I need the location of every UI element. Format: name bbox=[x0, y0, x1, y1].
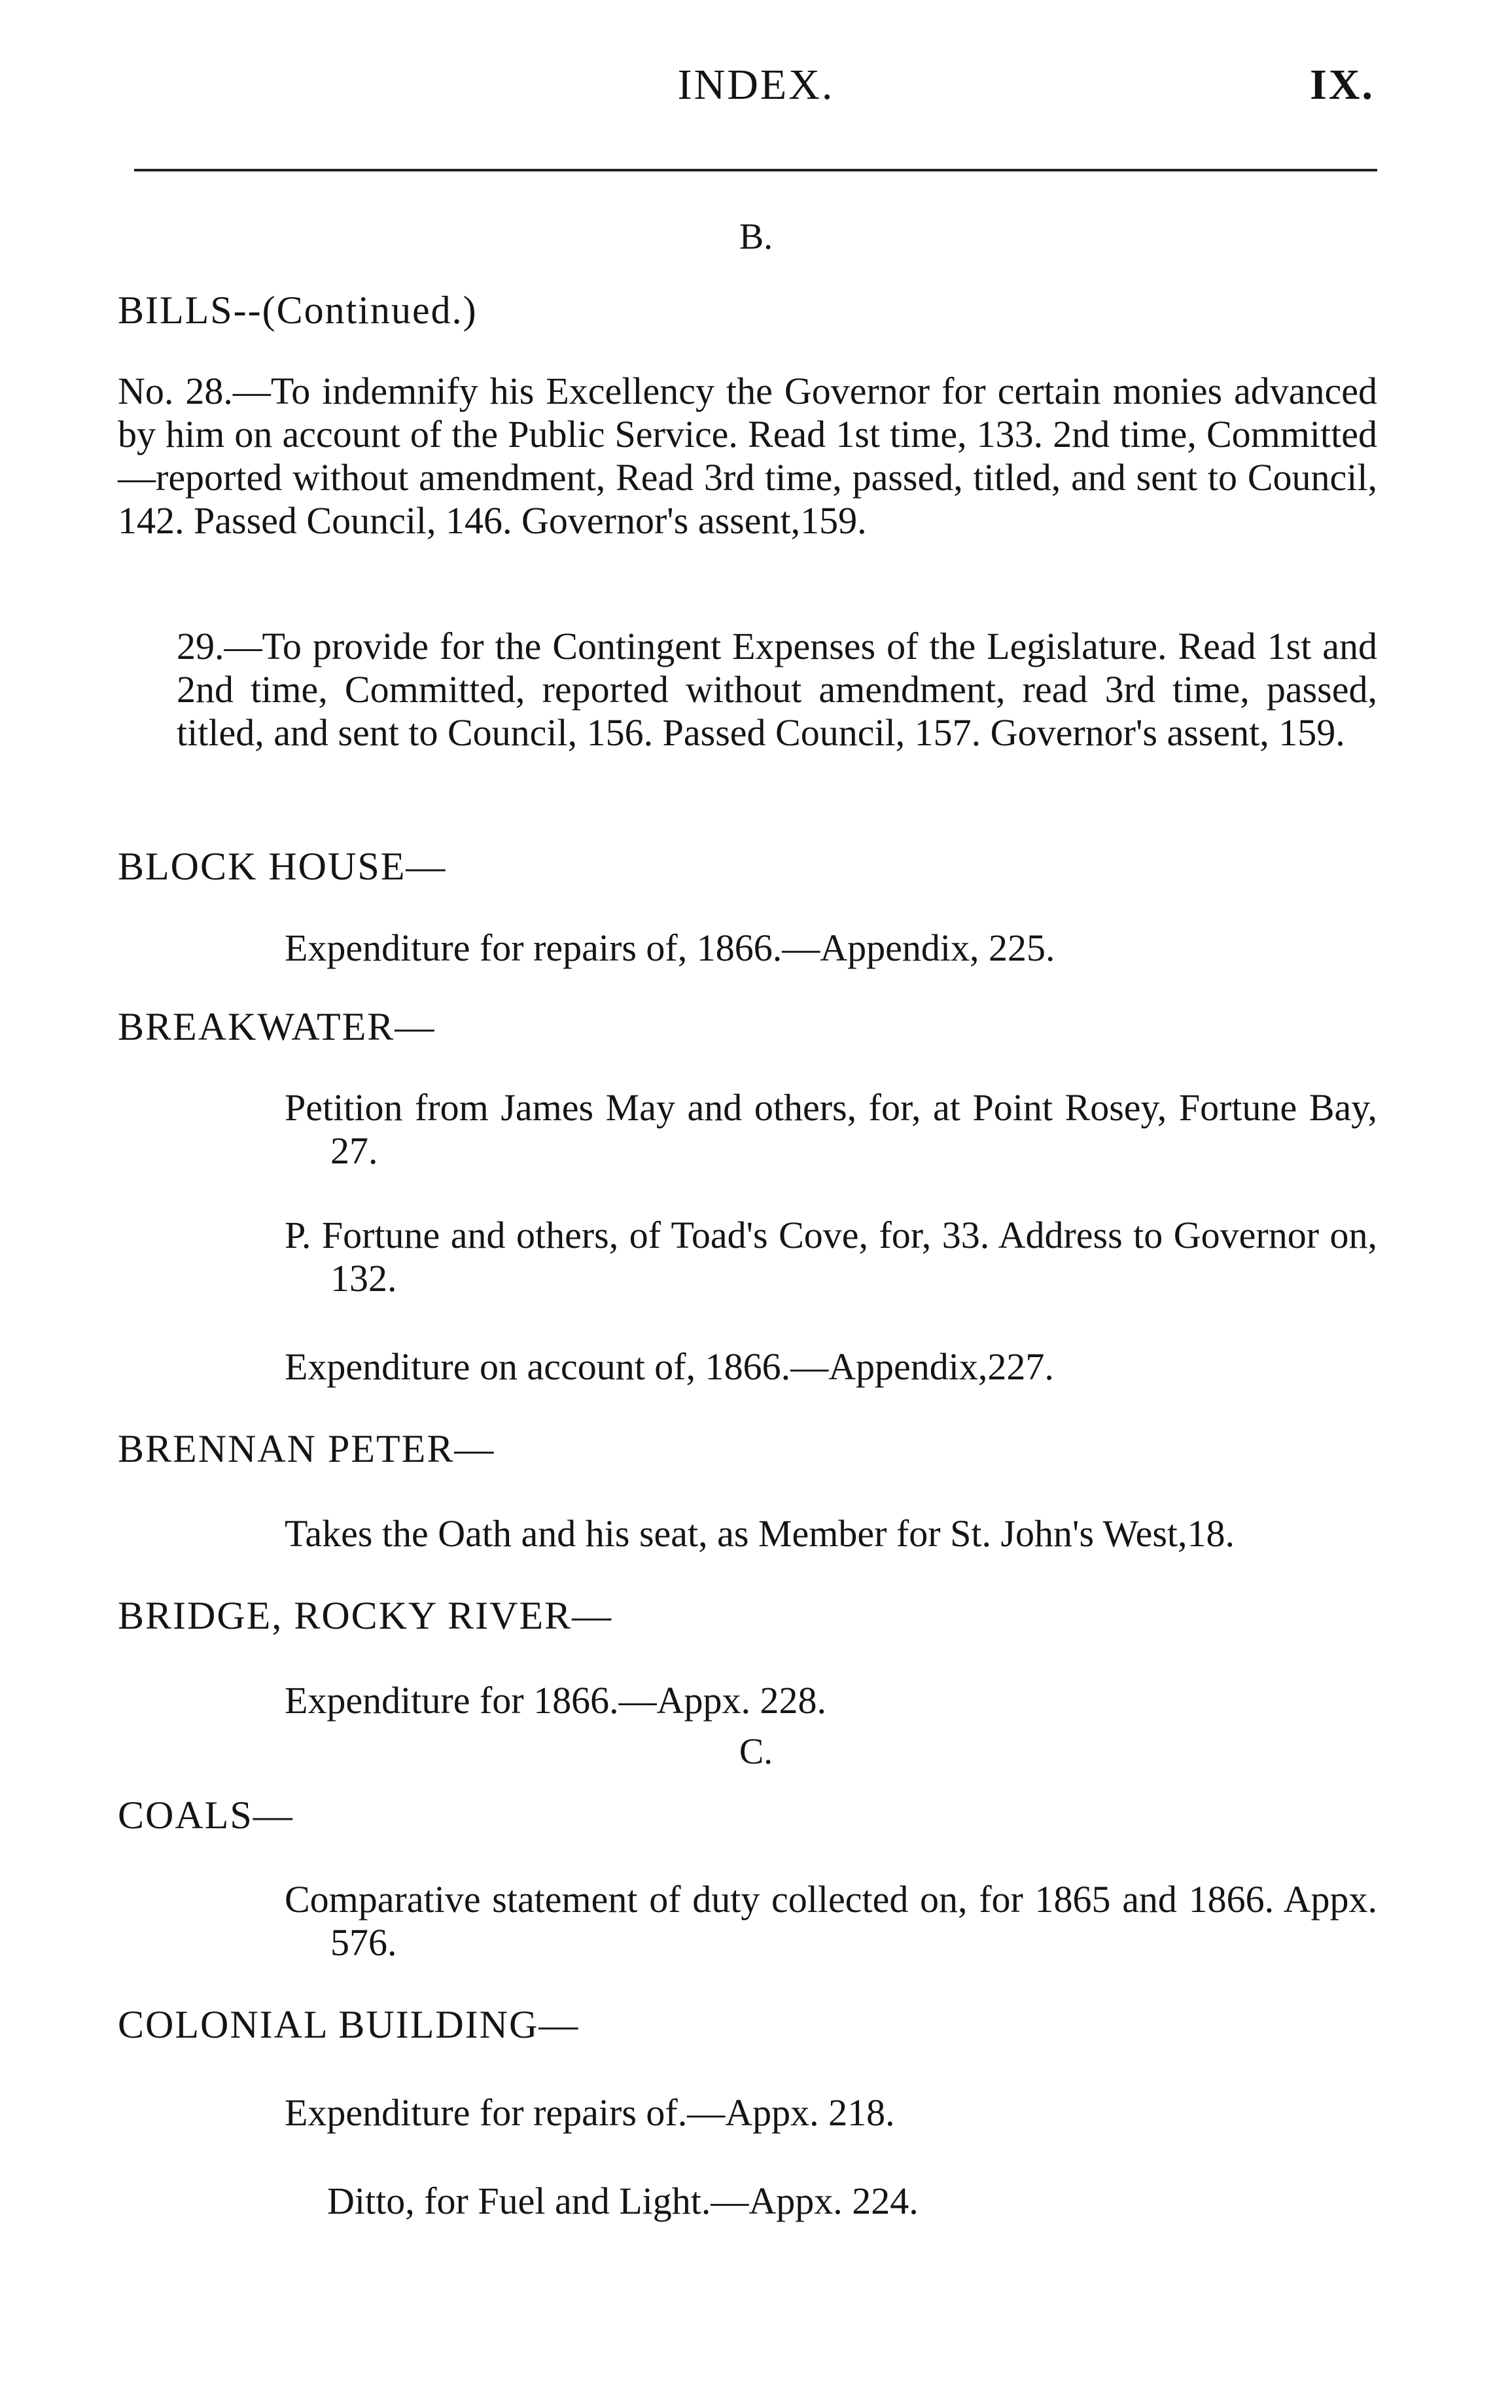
heading-coals: COALS— bbox=[118, 1794, 294, 1837]
colonial-building-entry-repairs: Expenditure for repairs of.—Appx. 218. bbox=[285, 2091, 895, 2134]
brennan-peter-entry: Takes the Oath and his seat, as Member for St. John's West,18. bbox=[285, 1512, 1235, 1555]
coals-entry: Comparative statement of duty collected on, for 1865 and 1866. Appx. 576. bbox=[285, 1878, 1377, 1964]
running-head bbox=[0, 60, 1512, 113]
breakwater-entry-expenditure: Expenditure on account of, 1866.—Appendix,227. bbox=[285, 1345, 1054, 1388]
bill-no-28-label: No. 28. bbox=[118, 370, 233, 412]
heading-colonial-building: COLONIAL BUILDING— bbox=[118, 2003, 580, 2046]
page-number: IX. bbox=[1310, 61, 1375, 109]
bill-no-28-text: —To indemnify his Excellency the Governor for certain monies advanced by him on account of the Public Service. Read 1st time, 133. 2nd time, Committed—reported without amendment, Read 3rd time, passed, titled, and sent to Council, 142. Passed Council, 146. Governor's assent,159. bbox=[118, 370, 1377, 542]
running-title: INDEX. bbox=[677, 61, 835, 109]
heading-bridge-rocky-river: BRIDGE, ROCKY RIVER— bbox=[118, 1594, 613, 1637]
heading-brennan-peter: BRENNAN PETER— bbox=[118, 1427, 495, 1470]
block-house-entry: Expenditure for repairs of, 1866.—Appendix, 225. bbox=[285, 927, 1055, 969]
bill-no-29 bbox=[177, 625, 1377, 754]
bridge-rocky-river-entry: Expenditure for 1866.—Appx. 228. bbox=[285, 1679, 826, 1722]
colonial-building-entry-fuel: Ditto, for Fuel and Light.—Appx. 224. bbox=[327, 2180, 919, 2222]
breakwater-entry-fortune: P. Fortune and others, of Toad's Cove, for, 33. Address to Governor on, 132. bbox=[285, 1214, 1377, 1300]
breakwater-entry-petition: Petition from James May and others, for, at Point Rosey, Fortune Bay, 27. bbox=[285, 1086, 1377, 1172]
section-letter-c: C. bbox=[739, 1731, 773, 1772]
section-letter-b: B. bbox=[739, 217, 773, 257]
heading-breakwater: BREAKWATER— bbox=[118, 1005, 436, 1048]
bill-no-29-label: 29. bbox=[177, 625, 224, 667]
bill-no-29-text: —To provide for the Contingent Expenses of the Legislature. Read 1st and 2nd time, Committed, reported without amendment, read 3rd time, passed, titled, and sent to Council, 156. Passed Council, 157. Governor's assent, 159. bbox=[177, 625, 1377, 754]
bill-no-28 bbox=[118, 370, 1377, 542]
header-rule bbox=[134, 169, 1377, 171]
heading-bills: BILLS--(Continued.) bbox=[118, 289, 478, 332]
heading-block-house: BLOCK HOUSE— bbox=[118, 845, 447, 888]
